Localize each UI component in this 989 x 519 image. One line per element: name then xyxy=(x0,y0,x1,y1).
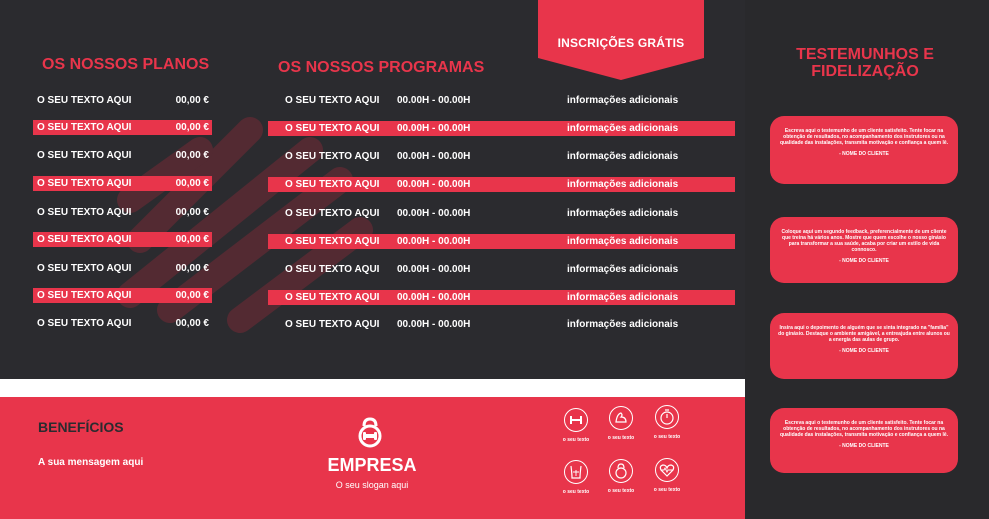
bicep-icon xyxy=(608,405,634,431)
plan-price: 00,00 € xyxy=(175,95,209,106)
feature-label: o seu texto xyxy=(562,489,590,495)
testimonials-title xyxy=(776,46,954,80)
feature-item xyxy=(643,457,691,493)
program-row xyxy=(268,206,735,221)
feature-item xyxy=(597,405,645,441)
program-hours: 00.00H - 00.00H xyxy=(397,236,471,247)
feature-item xyxy=(552,459,600,495)
feature-item xyxy=(643,404,691,440)
program-info: informações adicionais xyxy=(567,292,679,303)
plan-row xyxy=(33,316,212,331)
plan-row xyxy=(33,93,212,108)
plan-text: O SEU TEXTO AQUI xyxy=(37,207,132,218)
plan-price: 00,00 € xyxy=(175,234,209,245)
program-hours: 00.00H - 00.00H xyxy=(397,123,471,134)
plan-text: O SEU TEXTO AQUI xyxy=(37,234,132,245)
plan-row xyxy=(33,120,212,135)
program-info: informações adicionais xyxy=(567,264,679,275)
torso-icon xyxy=(563,459,589,485)
testimonial-card xyxy=(770,408,958,473)
program-row xyxy=(268,149,735,164)
program-text: O SEU TEXTO AQUI xyxy=(285,95,380,106)
feature-label: o seu texto xyxy=(607,488,635,494)
plan-price: 00,00 € xyxy=(175,207,209,218)
program-hours: 00.00H - 00.00H xyxy=(397,292,471,303)
plan-price: 00,00 € xyxy=(175,290,209,301)
program-hours: 00.00H - 00.00H xyxy=(397,264,471,275)
program-row xyxy=(268,262,735,277)
feature-label: o seu texto xyxy=(653,434,681,440)
plan-price: 00,00 € xyxy=(175,150,209,161)
plan-price: 00,00 € xyxy=(175,263,209,274)
plan-text: O SEU TEXTO AQUI xyxy=(37,178,132,189)
plan-text: O SEU TEXTO AQUI xyxy=(37,290,132,301)
program-hours: 00.00H - 00.00H xyxy=(397,208,471,219)
program-text: O SEU TEXTO AQUI xyxy=(285,264,380,275)
programs-title: OS NOSSOS PROGRAMAS xyxy=(278,59,485,76)
benefits-message: A sua mensagem aqui xyxy=(38,457,144,468)
feature-label: o seu texto xyxy=(562,437,590,443)
plan-text: O SEU TEXTO AQUI xyxy=(37,150,132,161)
feature-label: o seu texto xyxy=(607,435,635,441)
program-info: informações adicionais xyxy=(567,123,679,134)
plan-row xyxy=(33,148,212,163)
testimonial-card xyxy=(770,313,958,379)
plan-row xyxy=(33,288,212,303)
stopwatch-icon xyxy=(654,404,680,430)
testimonial-card xyxy=(770,217,958,283)
program-text: O SEU TEXTO AQUI xyxy=(285,123,380,134)
program-text: O SEU TEXTO AQUI xyxy=(285,319,380,330)
kettlebell-icon xyxy=(356,416,384,448)
testimonial-quote: Escreva aqui o testemunho de um cliente satisfeito. Tente focar na obtenção de resultados, no acompanhamento dos instrutores ou na qualidade das instalações, transmita motivação e confiança a quem lê. xyxy=(779,420,949,438)
program-text: O SEU TEXTO AQUI xyxy=(285,151,380,162)
plans-title: OS NOSSOS PLANOS xyxy=(42,56,210,73)
testimonial-author: - NOME DO CLIENTE xyxy=(839,151,889,157)
plan-text: O SEU TEXTO AQUI xyxy=(37,263,132,274)
testimonial-quote: Escreva aqui o testemunho de um cliente satisfeito. Tente focar na obtenção de resultados, no acompanhamento dos instrutores ou na qualidade das instalações, transmita motivação e confiança a quem lê. xyxy=(779,128,949,146)
plan-text: O SEU TEXTO AQUI xyxy=(37,95,132,106)
program-row xyxy=(268,93,735,108)
program-text: O SEU TEXTO AQUI xyxy=(285,292,380,303)
program-hours: 00.00H - 00.00H xyxy=(397,95,471,106)
divider-strip xyxy=(0,379,745,397)
program-info: informações adicionais xyxy=(567,319,679,330)
program-text: O SEU TEXTO AQUI xyxy=(285,236,380,247)
testimonial-quote: Insira aqui o depoimento de alguém que se sinta integrado na "família" do ginásio. Destaque o ambiente amigável, a entreajuda entre alunos ou a energia das aulas de grupo. xyxy=(778,325,950,343)
feature-item xyxy=(597,458,645,494)
program-row xyxy=(268,121,735,136)
dumbbell-icon xyxy=(563,407,589,433)
program-row xyxy=(268,234,735,249)
program-info: informações adicionais xyxy=(567,179,679,190)
testimonial-author: - NOME DO CLIENTE xyxy=(839,443,889,449)
program-info: informações adicionais xyxy=(567,236,679,247)
plan-row xyxy=(33,232,212,247)
plan-text: O SEU TEXTO AQUI xyxy=(37,122,132,133)
kettlebell-icon xyxy=(608,458,634,484)
program-hours: 00.00H - 00.00H xyxy=(397,319,471,330)
program-text: O SEU TEXTO AQUI xyxy=(285,179,380,190)
program-hours: 00.00H - 00.00H xyxy=(397,151,471,162)
program-row xyxy=(268,290,735,305)
plan-price: 00,00 € xyxy=(175,178,209,189)
plan-text: O SEU TEXTO AQUI xyxy=(37,318,132,329)
plan-row xyxy=(33,261,212,276)
testimonial-author: - NOME DO CLIENTE xyxy=(839,348,889,354)
program-row xyxy=(268,317,735,332)
program-row xyxy=(268,177,735,192)
testimonial-card xyxy=(770,116,958,184)
testimonials-title-line1: TESTEMUNHOS E xyxy=(796,46,934,63)
plan-row xyxy=(33,205,212,220)
testimonial-author: - NOME DO CLIENTE xyxy=(839,258,889,264)
program-info: informações adicionais xyxy=(567,95,679,106)
heartbeat-icon xyxy=(654,457,680,483)
program-info: informações adicionais xyxy=(567,151,679,162)
plan-price: 00,00 € xyxy=(175,122,209,133)
brand-slogan: O seu slogan aqui xyxy=(335,480,409,490)
testimonial-quote: Coloque aqui um segundo feedback, preferencialmente de um cliente que treina há vários anos. Mostre que quem escolhe o nosso ginásio para transformar a sua saúde, acaba por criar um estilo de vida connosco. xyxy=(781,229,947,253)
program-hours: 00.00H - 00.00H xyxy=(397,179,471,190)
testimonials-title-line2: FIDELIZAÇÃO xyxy=(811,63,919,80)
benefits-title: BENEFÍCIOS xyxy=(38,419,124,435)
feature-item xyxy=(552,407,600,443)
feature-label: o seu texto xyxy=(653,487,681,493)
brand-name: EMPRESA xyxy=(327,455,417,475)
plan-row xyxy=(33,176,212,191)
plan-price: 00,00 € xyxy=(175,318,209,329)
program-info: informações adicionais xyxy=(567,208,679,219)
banner-label[interactable]: INSCRIÇÕES GRÁTIS xyxy=(557,36,685,50)
program-text: O SEU TEXTO AQUI xyxy=(285,208,380,219)
